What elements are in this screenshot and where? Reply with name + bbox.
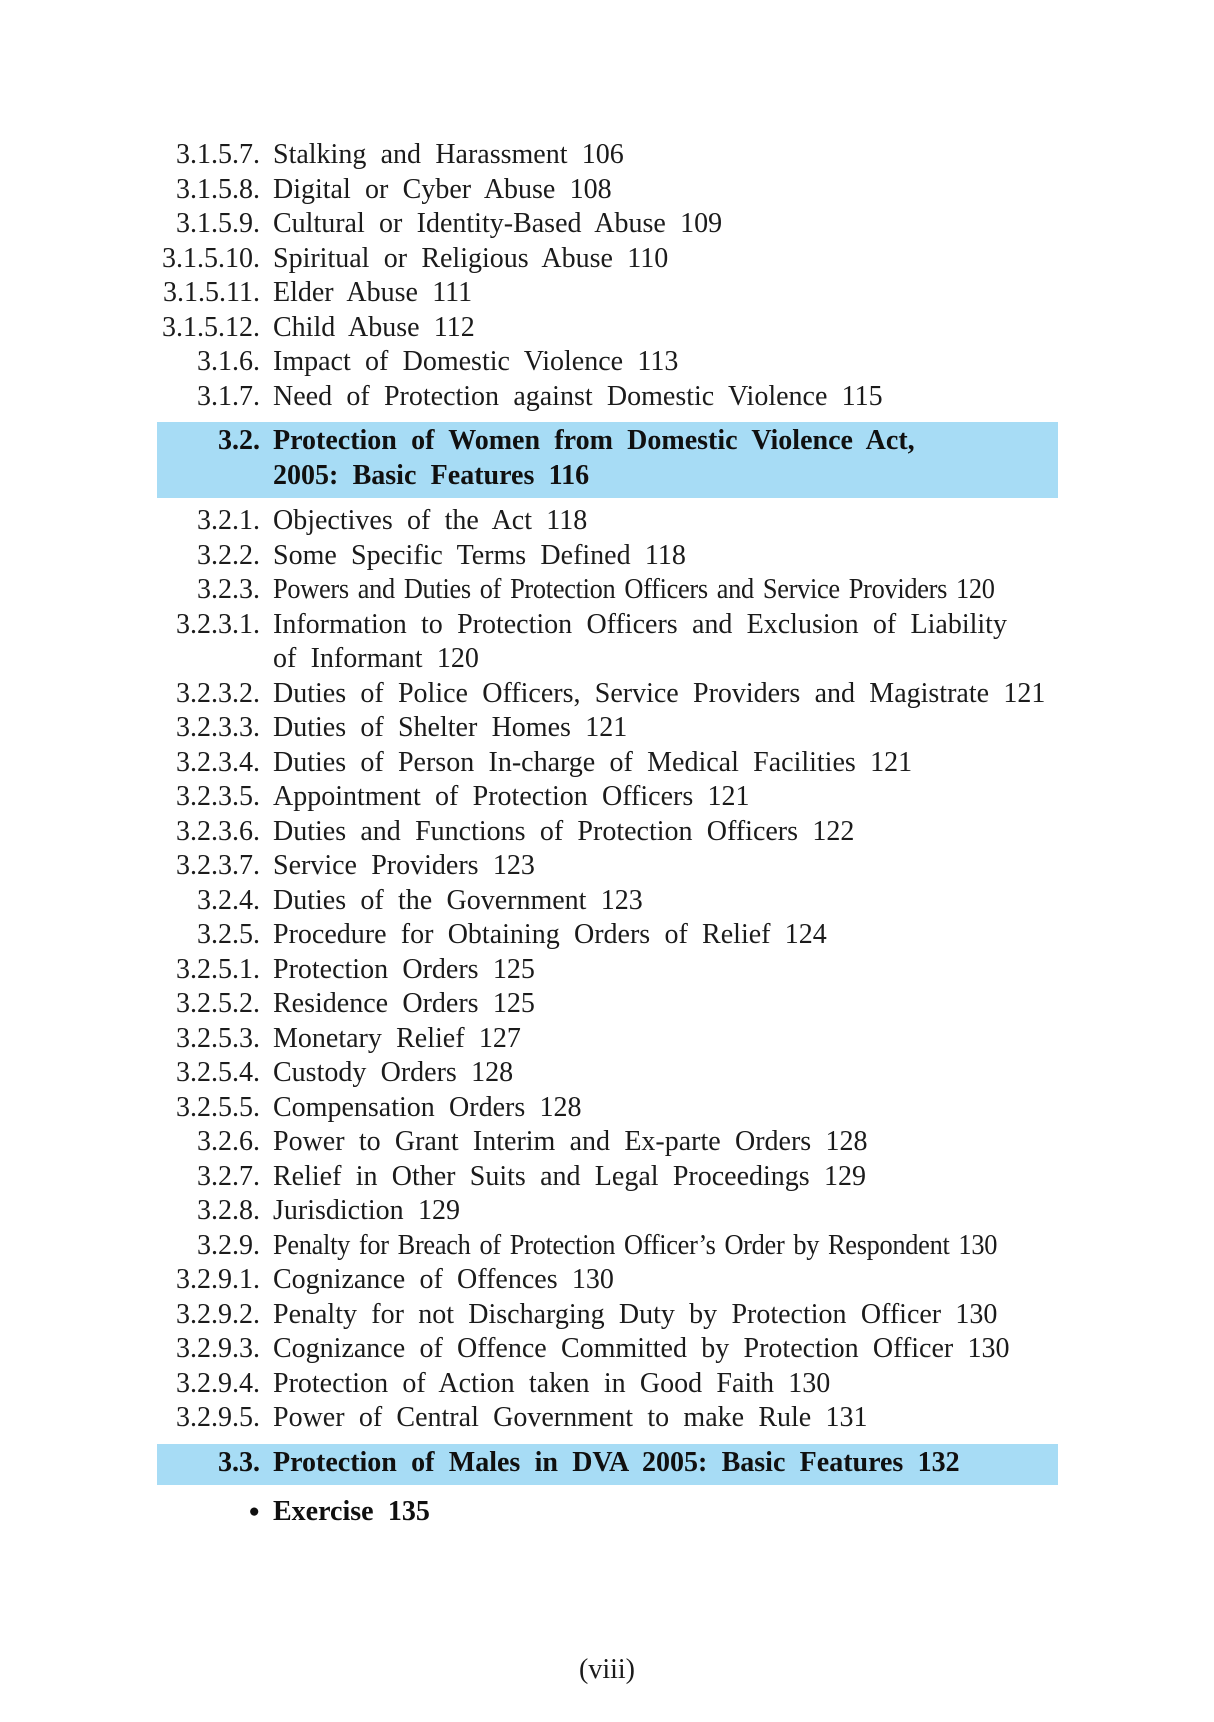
toc-entry-title: Custody Orders 128 — [273, 1057, 514, 1088]
toc-entry-title: Duties of Police Officers, Service Providers and Magistrate 121 — [273, 677, 1046, 709]
toc-entry-number: 3.2.5.5. — [176, 1091, 260, 1123]
toc-entry-page: 123 — [492, 850, 535, 881]
toc-entry — [157, 504, 1058, 539]
toc-entry-title: Duties of Shelter Homes 121 — [273, 712, 628, 743]
toc-entry — [157, 422, 1058, 498]
toc-entry-number: 3.1.7. — [197, 380, 260, 412]
toc-entry-page: 131 — [825, 1402, 868, 1433]
toc-entry-title: Elder Abuse 111 — [273, 277, 473, 308]
toc-entry-page: 116 — [548, 459, 590, 491]
toc-entry-number: 3.2.5. — [197, 919, 260, 950]
toc-entry — [157, 780, 1058, 815]
toc-entry-page: 120 — [956, 574, 995, 605]
toc-entry-page: 120 — [436, 643, 479, 674]
toc-entry — [157, 815, 1058, 850]
toc-entry-page: 108 — [569, 173, 612, 205]
toc-entry — [157, 849, 1058, 884]
toc-entry — [157, 311, 1058, 346]
toc-entry-page: 122 — [812, 815, 855, 847]
toc-entry-number: 3.2.2. — [197, 539, 260, 571]
toc-entry-page: 130 — [958, 1229, 998, 1261]
toc-entry-number: 3.2.3.7. — [176, 850, 260, 881]
toc-entry-number: 3.2.1. — [197, 505, 260, 536]
toc-entry-title: Cognizance of Offences 130 — [273, 1264, 614, 1295]
toc-entry-number: 3.1.5.9. — [176, 208, 260, 239]
toc-entry-title: Protection of Males in DVA 2005: Basic Features 132 — [273, 1446, 960, 1478]
toc-entry-page: 129 — [417, 1195, 460, 1226]
toc-entry — [157, 884, 1058, 919]
toc-entry — [157, 539, 1058, 574]
toc-entry-page: 110 — [627, 242, 669, 274]
toc-entry-title: Powers and Duties of Protection Officers and Service Providers 120 — [273, 574, 995, 605]
toc-entry-title: Penalty for Breach of Protection Officer’s Order by Respondent 130 — [273, 1229, 998, 1261]
toc-entry — [157, 677, 1058, 712]
toc-entry-number: 3.1.5.8. — [176, 173, 260, 205]
toc-entry — [157, 1160, 1058, 1195]
toc-entry — [157, 1263, 1058, 1298]
toc-entry-title: Stalking and Harassment 106 — [273, 139, 624, 170]
toc-entry-number: 3.2.9. — [197, 1229, 260, 1261]
toc-entry-title: Monetary Relief 127 — [273, 1022, 521, 1054]
toc-entry — [157, 1401, 1058, 1436]
toc-entry-number: 3.2.3.2. — [176, 677, 260, 709]
toc-entry-page: 121 — [1003, 677, 1046, 709]
toc-entry-title: Compensation Orders 128 — [273, 1091, 582, 1123]
toc-entry-number: 3.3. — [218, 1446, 260, 1478]
toc-entry — [157, 1367, 1058, 1402]
toc-entry-page: 128 — [471, 1057, 514, 1088]
toc-entry-number: 3.1.6. — [197, 346, 260, 377]
toc-entry-page: 130 — [788, 1367, 831, 1399]
toc-entry-page: 130 — [571, 1264, 614, 1295]
toc-entry-title: Procedure for Obtaining Orders of Relief 124 — [273, 919, 827, 950]
toc-entry-page: 113 — [637, 346, 679, 377]
toc-entry-number: 3.2.3.1. — [176, 608, 260, 640]
toc-entry-title: Child Abuse 112 — [273, 311, 475, 343]
toc-entry-page: 127 — [478, 1022, 521, 1054]
toc-entry-number: 3.2.5.1. — [176, 953, 260, 985]
toc-entry-page: 125 — [492, 953, 535, 985]
toc-entry-page: 130 — [967, 1333, 1010, 1364]
toc-entry — [157, 1056, 1058, 1091]
toc-entry-number: 3.2.9.3. — [176, 1333, 260, 1364]
toc-entry — [157, 1229, 1058, 1264]
toc-entry-number: 3.2.3.3. — [176, 712, 260, 743]
toc-entry-title: Need of Protection against Domestic Violence 115 — [273, 380, 883, 412]
toc-entry-page: 118 — [644, 539, 686, 571]
toc-entry-title: Jurisdiction 129 — [273, 1195, 460, 1226]
toc-entry-title: Exercise 135 — [273, 1496, 430, 1527]
toc-entry-page: 112 — [433, 311, 475, 343]
toc-entry — [157, 207, 1058, 242]
toc-entry-page: 115 — [841, 380, 883, 412]
toc-entry-page: 123 — [600, 884, 643, 916]
bullet-icon: ● — [248, 1501, 260, 1522]
toc-entry — [157, 242, 1058, 277]
toc-entry-title: Protection Orders 125 — [273, 953, 535, 985]
toc-entry — [157, 918, 1058, 953]
toc-entry — [157, 276, 1058, 311]
toc-entry-title: Impact of Domestic Violence 113 — [273, 346, 679, 377]
toc-entry — [157, 1332, 1058, 1367]
toc-entry-page: 132 — [917, 1446, 960, 1478]
toc-entry-number: 3.1.5.11. — [163, 277, 260, 308]
toc-entry — [157, 1495, 1058, 1530]
toc-entry-title: Duties and Functions of Protection Officers 122 — [273, 815, 855, 847]
toc-entry-number: 3.2.9.2. — [176, 1298, 260, 1330]
toc-entry — [157, 138, 1058, 173]
toc-entry — [157, 345, 1058, 380]
toc-entry — [157, 711, 1058, 746]
toc-entry — [157, 380, 1058, 415]
toc-entry — [157, 987, 1058, 1022]
toc-entry-page: 121 — [870, 746, 913, 778]
toc-entry-number: 3.2.7. — [197, 1160, 260, 1192]
toc-entry-title: Some Specific Terms Defined 118 — [273, 539, 686, 571]
toc-entry-title: Cultural or Identity-Based Abuse 109 — [273, 208, 723, 239]
toc-entry-title: Duties of Person In-charge of Medical Facilities 121 — [273, 746, 913, 778]
toc-entry — [157, 1125, 1058, 1160]
toc-entry-title: Protection of Women from Domestic Violence Act, 2005: Basic Features 116 — [273, 425, 915, 491]
toc-entry-title: Duties of the Government 123 — [273, 884, 643, 916]
toc-entry-number: 3.2.5.2. — [176, 988, 260, 1019]
toc-entry — [157, 746, 1058, 781]
toc-entry-page: 128 — [539, 1091, 582, 1123]
toc-entry-page: 130 — [955, 1298, 998, 1330]
toc-entry-title: Penalty for not Discharging Duty by Protection Officer 130 — [273, 1298, 998, 1330]
toc-entry-number: 3.1.5.10. — [162, 242, 260, 274]
toc-entry-number: 3.2.3. — [197, 574, 260, 605]
toc-entry — [157, 173, 1058, 208]
toc-entry-title: Service Providers 123 — [273, 850, 535, 881]
toc-entry-page: 109 — [680, 208, 723, 239]
toc-entry-title: Power to Grant Interim and Ex-parte Orders 128 — [273, 1126, 868, 1157]
toc-entry-number: 3.2.4. — [197, 884, 260, 916]
toc-entry-page: 128 — [825, 1126, 868, 1157]
toc-entry-number: 3.2.3.5. — [176, 781, 260, 812]
toc-entry-title: Objectives of the Act 118 — [273, 505, 588, 536]
toc-entry-number: 3.2.9.4. — [176, 1367, 260, 1399]
toc-entry-page: 118 — [546, 505, 588, 536]
toc-entry-number: 3.2.5.4. — [176, 1057, 260, 1088]
toc-entry-page: 129 — [823, 1160, 866, 1192]
toc-entry-title: Residence Orders 125 — [273, 988, 535, 1019]
toc-entry-number: 3.1.5.12. — [162, 311, 260, 343]
toc-entry-page: 135 — [387, 1496, 430, 1527]
toc-entry — [157, 1091, 1058, 1126]
toc-entry-title: Information to Protection Officers and Exclusion of Liability of Informant 120 — [273, 608, 1007, 674]
page-number: (viii) — [579, 1654, 635, 1685]
toc-entry-number: 3.2.3.4. — [176, 746, 260, 778]
toc-entry-page: 111 — [432, 277, 473, 308]
toc-entry-page: 121 — [707, 781, 750, 812]
toc-entry-title: Spiritual or Religious Abuse 110 — [273, 242, 669, 274]
toc-entry — [157, 1194, 1058, 1229]
toc-entry — [157, 1298, 1058, 1333]
toc-entry — [157, 573, 1058, 608]
toc-entry-number: 3.2.9.5. — [176, 1402, 260, 1433]
toc-entry-title: Digital or Cyber Abuse 108 — [273, 173, 612, 205]
toc-list — [157, 138, 1058, 1530]
toc-entry-title: Power of Central Government to make Rule 131 — [273, 1402, 868, 1433]
toc-entry-number: 3.2.8. — [197, 1195, 260, 1226]
toc-entry-number: 3.2.6. — [197, 1126, 260, 1157]
toc-entry-number: 3.2.3.6. — [176, 815, 260, 847]
toc-entry-number: 3.1.5.7. — [176, 139, 260, 170]
toc-entry-number: 3.2. — [218, 425, 260, 456]
toc-entry-page: 106 — [581, 139, 624, 170]
toc-entry-title: Appointment of Protection Officers 121 — [273, 781, 750, 812]
toc-entry-title: Cognizance of Offence Committed by Protection Officer 130 — [273, 1333, 1010, 1364]
toc-entry-page: 125 — [492, 988, 535, 1019]
toc-entry-number: 3.2.5.3. — [176, 1022, 260, 1054]
toc-entry-title: Relief in Other Suits and Legal Proceedings 129 — [273, 1160, 866, 1192]
toc-entry — [157, 1444, 1058, 1486]
toc-entry — [157, 953, 1058, 988]
toc-entry-number: 3.2.9.1. — [176, 1264, 260, 1295]
toc-entry — [157, 608, 1058, 677]
toc-entry-title: Protection of Action taken in Good Faith 130 — [273, 1367, 831, 1399]
toc-entry-page: 124 — [784, 919, 827, 950]
toc-entry-page: 121 — [585, 712, 628, 743]
toc-entry — [157, 1022, 1058, 1057]
